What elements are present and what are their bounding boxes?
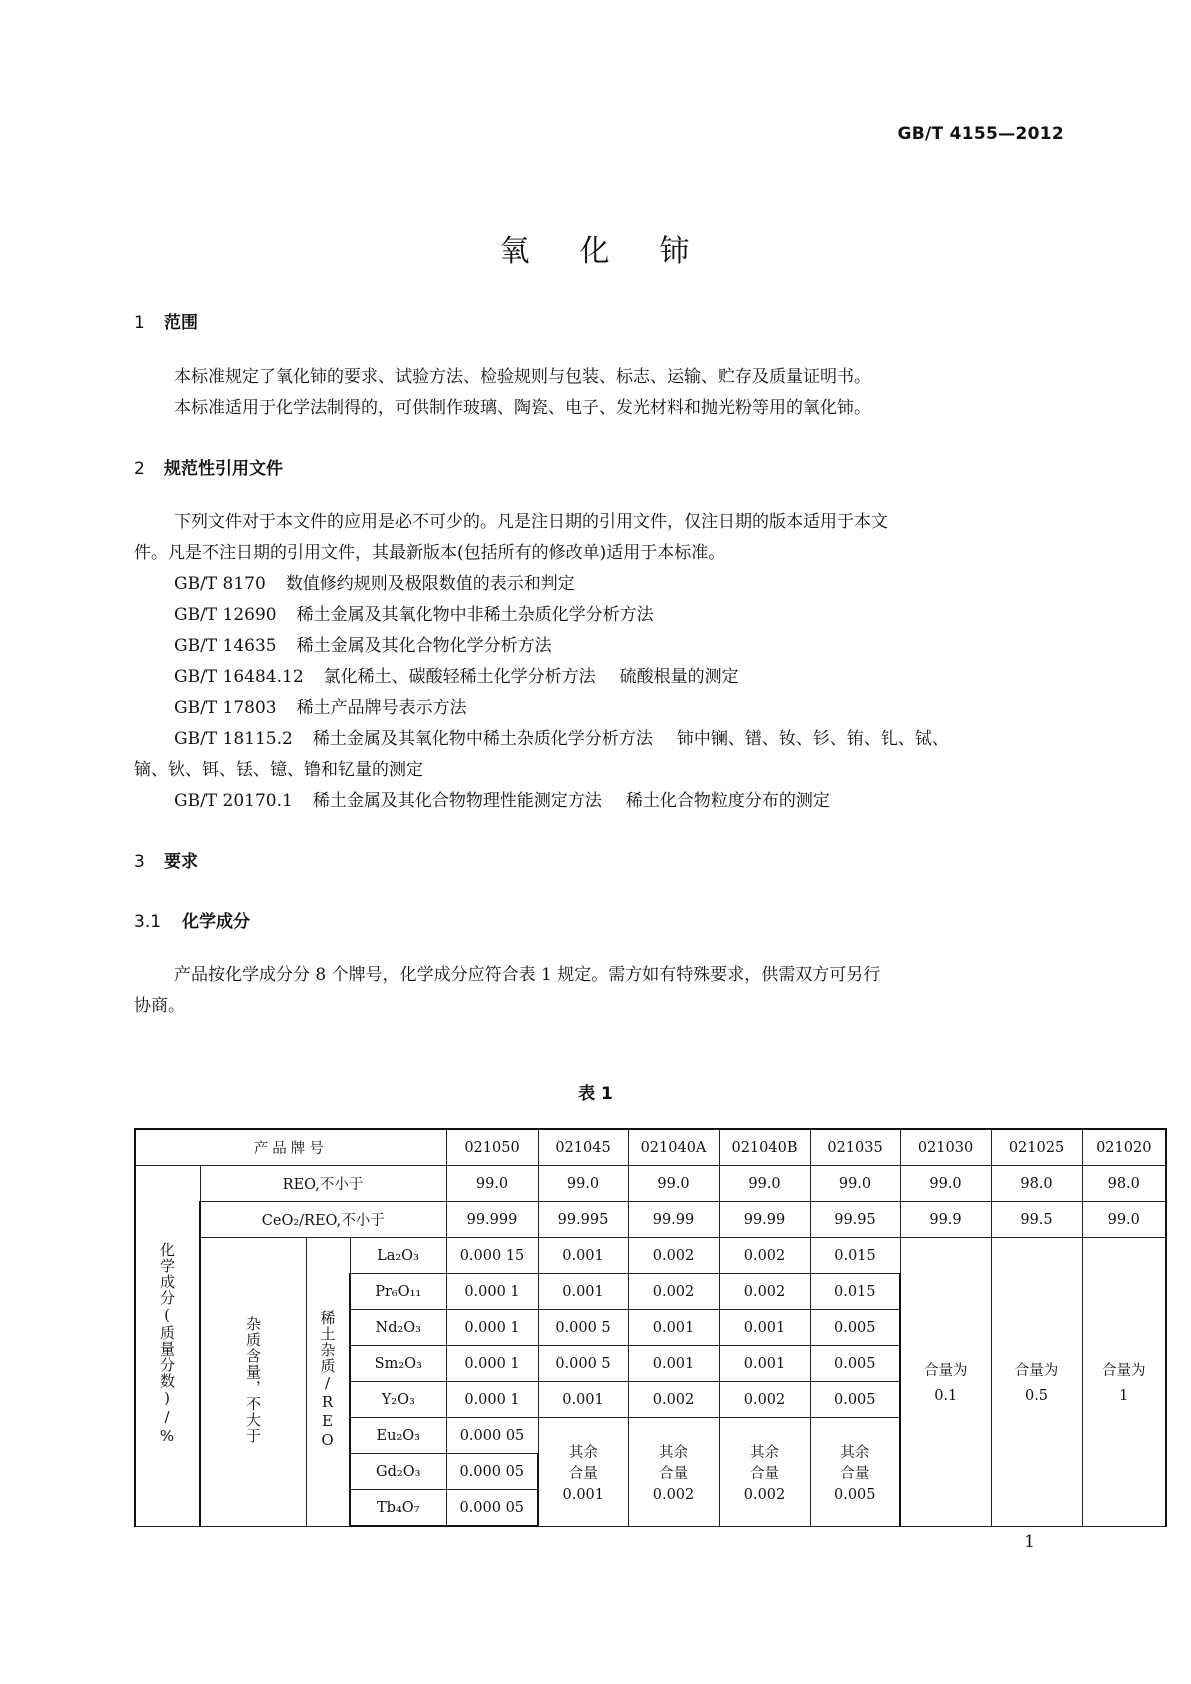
title-char-3: 铈 (659, 234, 692, 269)
value-cell: 0.000 5 (538, 1346, 628, 1382)
remainder-label: 合量 (840, 1465, 870, 1482)
value-cell: 99.0 (900, 1166, 991, 1202)
brand-cell: 021030 (900, 1129, 991, 1166)
remainder-value: 0.002 (743, 1486, 786, 1503)
impurity-name: La₂O₃ (350, 1238, 446, 1274)
impurity-name: Eu₂O₃ (350, 1418, 446, 1454)
value-cell: 0.001 (538, 1382, 628, 1418)
remainder-value: 0.005 (833, 1486, 876, 1503)
standard-code: GB/T 4155—2012 (897, 124, 1064, 144)
reference-code: GB/T 16484.12 (174, 667, 304, 687)
side-label-mid (200, 1238, 307, 1527)
section-number: 3.1 (134, 912, 162, 932)
section-3-1-heading (134, 907, 250, 932)
reference-title: 稀土产品牌号表示方法 (296, 698, 467, 718)
section-3-heading (134, 847, 198, 872)
row-label-reo: REO,不小于 (200, 1166, 446, 1202)
reference-subtitle: 铈中镧、镨、钕、钐、铕、钆、铽、 (676, 729, 949, 749)
brand-cell: 021050 (446, 1129, 538, 1166)
reference-code: GB/T 12690 (174, 605, 277, 625)
remainder-label: 其余 (568, 1444, 598, 1461)
value-cell: 0.001 (538, 1274, 628, 1310)
value-cell: 0.002 (628, 1238, 719, 1274)
total-cell (1082, 1238, 1166, 1527)
table-row (135, 1166, 1166, 1202)
impurity-name: Y₂O₃ (350, 1382, 446, 1418)
reference-item (174, 600, 654, 631)
value-cell: 0.002 (719, 1238, 810, 1274)
value-cell: 98.0 (991, 1166, 1082, 1202)
value-cell: 0.002 (628, 1274, 719, 1310)
value-cell: 99.5 (991, 1202, 1082, 1238)
remainder-label: 其余 (659, 1444, 688, 1461)
value-cell: 99.95 (810, 1202, 900, 1238)
value-cell: 0.005 (810, 1346, 900, 1382)
remainder-label: 其余 (750, 1444, 779, 1461)
section-number: 3 (134, 852, 145, 872)
value-cell: 0.002 (719, 1382, 810, 1418)
table-header-row (135, 1129, 1166, 1166)
reference-title: 氯化稀土、碳酸轻稀土化学分析方法 (323, 667, 596, 687)
value-cell: 0.005 (810, 1310, 900, 1346)
value-cell: 98.0 (1082, 1166, 1166, 1202)
value-cell: 99.995 (538, 1202, 628, 1238)
reference-title: 稀土金属及其氧化物中稀土杂质化学分析方法 (312, 729, 653, 749)
reference-code: GB/T 8170 (174, 574, 266, 594)
reference-item (174, 724, 949, 755)
remainder-cell (538, 1418, 628, 1527)
row-label-ceo2: CeO₂/REO,不小于 (200, 1202, 446, 1238)
value-cell: 99.99 (628, 1202, 719, 1238)
reference-title: 数值修约规则及极限数值的表示和判定 (285, 574, 575, 594)
value-cell: 0.002 (719, 1274, 810, 1310)
value-cell: 0.000 1 (446, 1382, 538, 1418)
value-cell: 0.000 05 (446, 1454, 538, 1490)
section-title: 化学成分 (182, 912, 250, 932)
total-label: 合量为 (1014, 1363, 1059, 1380)
side-label-inner (307, 1238, 351, 1527)
reference-item (174, 569, 575, 600)
remainder-cell (810, 1418, 900, 1527)
impurity-name: Tb₄O₇ (350, 1490, 446, 1527)
section-1-heading (134, 308, 198, 333)
value-cell: 0.002 (628, 1382, 719, 1418)
impurity-name: Sm₂O₃ (350, 1346, 446, 1382)
impurity-name: Pr₆O₁₁ (350, 1274, 446, 1310)
reference-item (174, 693, 467, 724)
sec2-intro-line-2: 件。凡是不注日期的引用文件，其最新版本(包括所有的修改单)适用于本标准。 (134, 543, 726, 563)
value-cell: 99.0 (810, 1166, 900, 1202)
value-cell: 0.015 (810, 1238, 900, 1274)
value-cell: 0.001 (628, 1346, 719, 1382)
value-cell: 99.0 (719, 1166, 810, 1202)
reference-subtitle: 稀土化合物粒度分布的测定 (625, 791, 830, 811)
title-char-1: 氧 (499, 234, 532, 269)
brand-cell: 021040A (628, 1129, 719, 1166)
sec31-paragraph-line-2: 协商。 (134, 996, 185, 1016)
section-title: 要求 (164, 852, 198, 872)
total-value: 1 (1119, 1388, 1129, 1405)
value-cell: 0.000 1 (446, 1310, 538, 1346)
brand-cell: 021040B (719, 1129, 810, 1166)
value-cell: 99.0 (538, 1166, 628, 1202)
value-cell: 99.0 (1082, 1202, 1166, 1238)
total-label: 合量为 (1102, 1363, 1146, 1380)
value-cell: 99.0 (628, 1166, 719, 1202)
sec1-paragraph-2: 本标准适用于化学法制得的，可供制作玻璃、陶瓷、电子、发光材料和抛光粉等用的氧化铈。 (174, 398, 871, 418)
remainder-label: 合量 (750, 1465, 779, 1482)
remainder-value: 0.001 (562, 1486, 604, 1503)
value-cell: 0.000 05 (446, 1490, 538, 1527)
side-label-inner-text: 稀土杂质/REO (318, 1309, 337, 1450)
brand-cell: 021025 (991, 1129, 1082, 1166)
value-cell: 0.000 5 (538, 1310, 628, 1346)
brand-cell: 021045 (538, 1129, 628, 1166)
side-label-outer (135, 1166, 200, 1527)
sec2-intro-line-1: 下列文件对于本文件的应用是必不可少的。凡是注日期的引用文件，仅注日期的版本适用于本文 (174, 512, 888, 532)
side-label-mid-text: 杂质含量，不大于 (244, 1315, 262, 1444)
value-cell: 99.0 (446, 1166, 538, 1202)
total-cell (900, 1238, 991, 1527)
total-label: 合量为 (924, 1363, 968, 1380)
value-cell: 0.000 05 (446, 1418, 538, 1454)
brand-header-cell: 产品牌号 (135, 1129, 446, 1166)
section-title: 规范性引用文件 (164, 459, 283, 479)
total-value: 0.5 (1024, 1388, 1049, 1405)
reference-item (174, 786, 830, 817)
reference-title: 稀土金属及其化合物化学分析方法 (296, 636, 552, 656)
reference-code: GB/T 17803 (174, 698, 277, 718)
value-cell: 0.001 (719, 1310, 810, 1346)
title-char-2: 化 (579, 234, 612, 269)
reference-code: GB/T 20170.1 (174, 791, 293, 811)
remainder-label: 其余 (840, 1444, 870, 1461)
value-cell: 0.000 1 (446, 1346, 538, 1382)
value-cell: 0.001 (719, 1346, 810, 1382)
reference-title: 稀土金属及其氧化物中非稀土杂质化学分析方法 (296, 605, 654, 625)
value-cell: 0.001 (628, 1310, 719, 1346)
sec31-paragraph-line-1: 产品按化学成分分 8 个牌号，化学成分应符合表 1 规定。需方如有特殊要求，供需双方可另行 (174, 965, 881, 985)
remainder-label: 合量 (568, 1465, 598, 1482)
reference-subtitle: 硫酸根量的测定 (619, 667, 739, 687)
remainder-label: 合量 (659, 1465, 688, 1482)
value-cell: 0.000 15 (446, 1238, 538, 1274)
reference-continuation: 镝、钬、铒、铥、镱、镥和钇量的测定 (134, 760, 423, 780)
total-value: 0.1 (934, 1388, 958, 1405)
reference-code: GB/T 18115.2 (174, 729, 293, 749)
reference-item (174, 631, 552, 662)
value-cell: 0.001 (538, 1238, 628, 1274)
side-label-outer-text: 化学成分(质量分数)/% (158, 1241, 176, 1446)
impurity-name: Nd₂O₃ (350, 1310, 446, 1346)
value-cell: 99.9 (900, 1202, 991, 1238)
document-title (0, 226, 1191, 270)
value-cell: 0.015 (810, 1274, 900, 1310)
section-number: 1 (134, 313, 145, 333)
reference-item (174, 662, 739, 693)
remainder-cell (628, 1418, 719, 1527)
brand-cell: 021020 (1082, 1129, 1166, 1166)
table-row (135, 1202, 1166, 1238)
reference-code: GB/T 14635 (174, 636, 277, 656)
sec1-paragraph-1: 本标准规定了氧化铈的要求、试验方法、检验规则与包装、标志、运输、贮存及质量证明书。 (174, 367, 871, 387)
section-number: 2 (134, 459, 145, 479)
section-title: 范围 (164, 313, 198, 333)
value-cell: 0.000 1 (446, 1274, 538, 1310)
value-cell: 99.999 (446, 1202, 538, 1238)
page-number: 1 (1024, 1532, 1035, 1552)
brand-cell: 021035 (810, 1129, 900, 1166)
value-cell: 0.005 (810, 1382, 900, 1418)
section-2-heading (134, 454, 283, 479)
table-caption: 表 1 (578, 1084, 613, 1104)
impurity-name: Gd₂O₃ (350, 1454, 446, 1490)
chemical-composition-table (134, 1128, 1167, 1527)
remainder-value: 0.002 (652, 1486, 695, 1503)
total-cell (991, 1238, 1082, 1527)
value-cell: 99.99 (719, 1202, 810, 1238)
table-row (135, 1238, 1166, 1274)
reference-title: 稀土金属及其化合物物理性能测定方法 (312, 791, 602, 811)
remainder-cell (719, 1418, 810, 1527)
